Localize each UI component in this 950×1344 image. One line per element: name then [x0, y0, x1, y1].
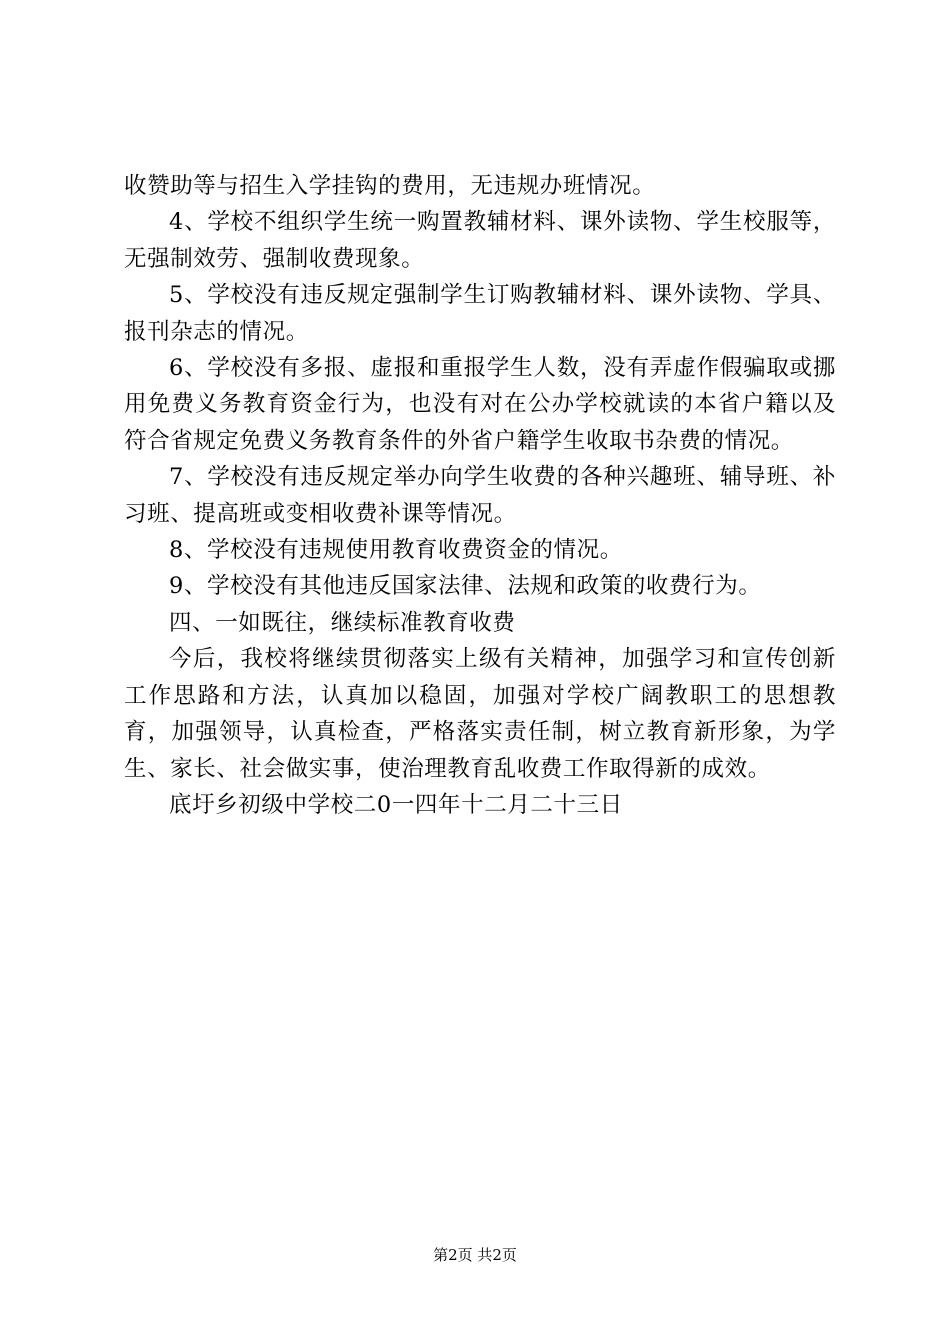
paragraph-item-4: 4、学校不组织学生统一购置教辅材料、课外读物、学生校服等，无强制效劳、强制收费现象。	[124, 209, 836, 272]
paragraph-item-9: 9、学校没有其他违反国家法律、法规和政策的收费行为。	[169, 573, 762, 600]
paragraph-item-5: 5、学校没有违反规定强制学生订购教辅材料、课外读物、学具、报刊杂志的情况。	[124, 282, 836, 345]
paragraph-item-7: 7、学校没有违反规定举办向学生收费的各种兴趣班、辅导班、补习班、提高班或变相收费补课等情况。	[124, 464, 836, 527]
paragraph-continuation: 收赞助等与招生入学挂钩的费用，无违规办班情况。	[124, 173, 656, 199]
document-body	[124, 168, 836, 823]
page-footer: 第2页 共2页	[433, 1246, 517, 1264]
signature-date: 底圩乡初级中学校二0一四年十二月二十三日	[169, 791, 623, 818]
paragraph-item-8: 8、学校没有违规使用教育收费资金的情况。	[169, 537, 623, 564]
section-heading: 四、一如既往，继续标准教育收费	[169, 609, 516, 636]
paragraph-item-6: 6、学校没有多报、虚报和重报学生人数，没有弄虚作假骗取或挪用免费义务教育资金行为，也没有对在公办学校就读的本省户籍以及符合省规定免费义务教育条件的外省户籍学生收取书杂费的情况。	[124, 355, 836, 454]
paragraph-conclusion: 今后，我校将继续贯彻落实上级有关精神，加强学习和宣传创新工作思路和方法，认真加以稳固，加强对学校广阔教职工的思想教育，加强领导，认真检查，严格落实责任制，树立教育新形象，为学生、家长、社会做实事，使治理教育乱收费工作取得新的成效。	[124, 646, 836, 782]
